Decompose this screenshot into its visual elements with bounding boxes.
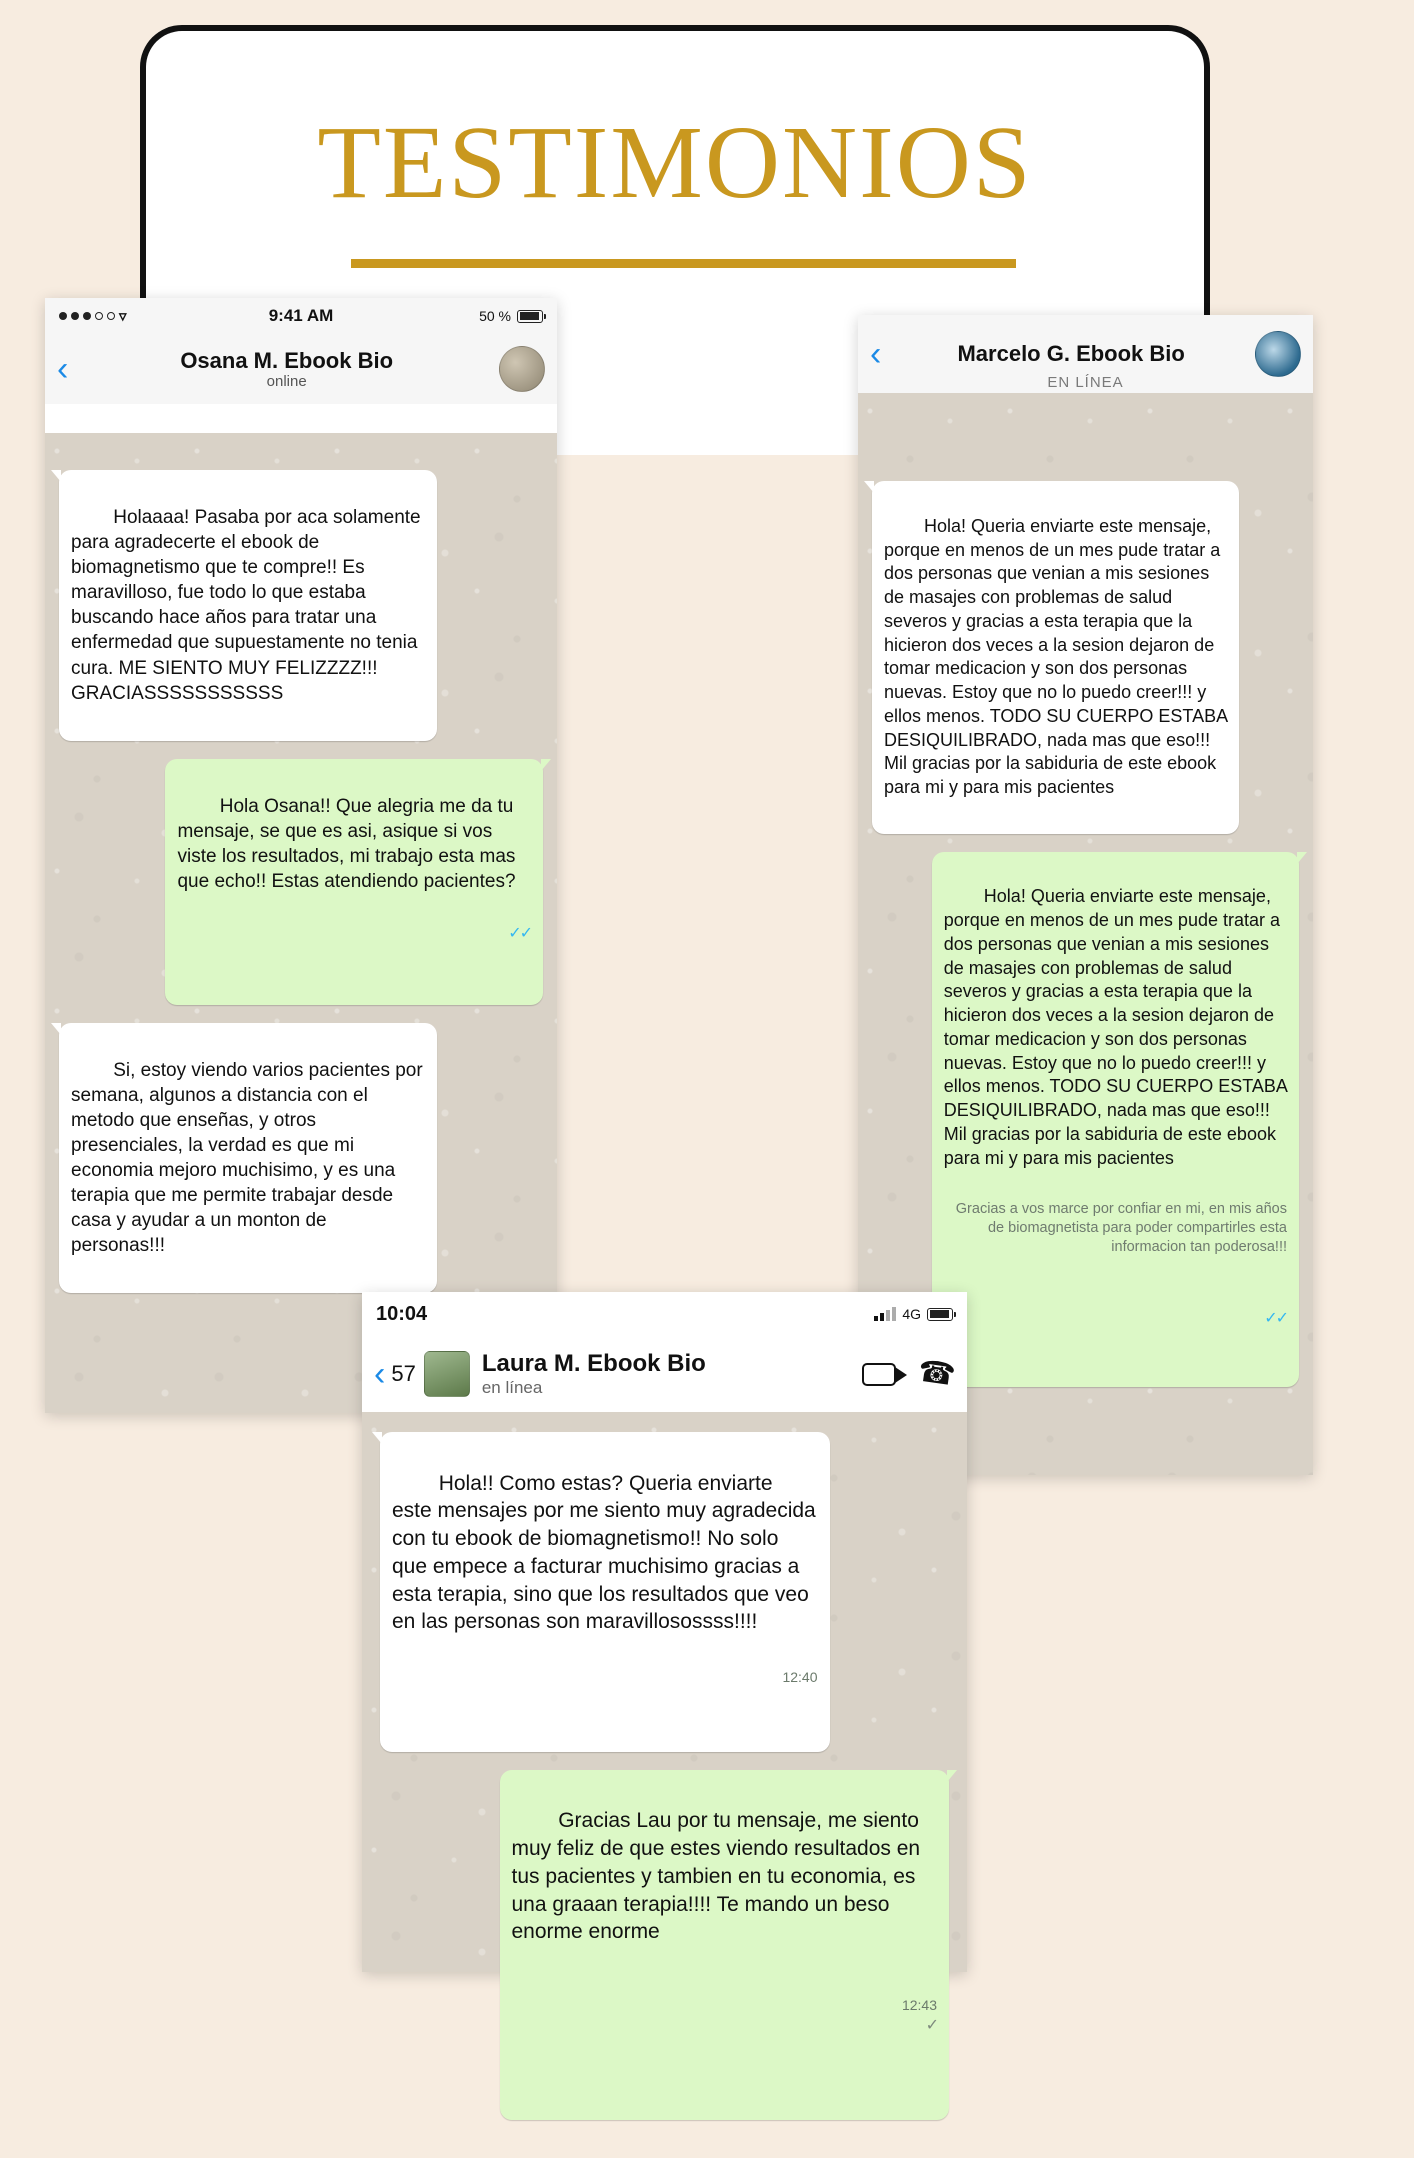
message-time: 12:40: [782, 1668, 818, 1685]
avatar[interactable]: [1255, 331, 1301, 377]
contact-status: EN LÍNEA: [1047, 374, 1124, 391]
message-text: Hola!! Como estas? Queria enviarte este mensajes por me siento muy agradecida con tu ebook de biomagnetismo!! No solo que empece a facturar muchisimo gracias a esta terapia, sino que los resultados que veo en las personas son maravillosossss!!!!: [392, 1471, 822, 1634]
message-text: Hola Osana!! Que alegria me da tu mensaje, se que es asi, asique si vos viste los resultados, mi trabajo esta mas que echo!! Estas atendiendo pacientes?: [177, 795, 521, 893]
chat-screenshot-laura: [362, 1292, 967, 2034]
message-bubble: [500, 1770, 950, 2120]
status-bar: [362, 1292, 967, 1336]
chat-header: [45, 334, 557, 404]
avatar[interactable]: [499, 346, 545, 392]
message-bubble: [932, 852, 1299, 1387]
chat-header: [858, 315, 1313, 393]
message-bubble: [165, 759, 543, 1005]
contact-status: en línea: [481, 1377, 543, 1397]
message-bubble: [59, 470, 437, 741]
chat-screenshot-osana: [45, 298, 557, 1413]
read-receipt-icon: ✓✓: [508, 925, 531, 943]
wifi-icon: ▿: [119, 308, 127, 325]
read-receipt-icon: ✓: [925, 2016, 937, 2034]
message-bubble: [380, 1432, 830, 1752]
page-title: TESTIMONIOS: [317, 105, 1033, 220]
message-text: Holaaaa! Pasaba por aca solamente para agradecerte el ebook de biomagnetismo que te compre!! Es maravilloso, fue todo lo que estaba buscando hace años para tratar una enfermedad que supuestamente no tenia cura. ME SIENTO MUY FELIZZZZ!!! GRACIASSSSSSSSSSS: [71, 507, 426, 704]
contact-name[interactable]: Osana M. Ebook Bio: [180, 347, 394, 373]
battery-icon: [927, 1308, 953, 1321]
back-chevron-icon[interactable]: ‹: [374, 1355, 386, 1393]
message-list: [45, 404, 557, 1321]
status-time: 9:41 AM: [268, 306, 334, 325]
back-chevron-icon[interactable]: ‹: [57, 350, 69, 388]
signal-bars-icon: [874, 1307, 896, 1321]
message-note: Gracias a vos marce por confiar en mi, en mis años de biomagnetista para poder compartirles esta informacion tan poderosa!!!: [955, 1201, 1292, 1255]
message-bubble: [872, 481, 1239, 834]
status-time: 10:04: [376, 1302, 428, 1325]
message-text: Si, estoy viendo varios pacientes por semana, algunos a distancia con el metodo que enseñas, y otros presenciales, la verdad es que mi economia mejoro muchisimo, y es una terapia que me permite trabajar desde casa y ayudar a un monton de personas!!!: [71, 1059, 428, 1257]
chat-header: [362, 1336, 967, 1412]
message-text: Gracias Lau por tu mensaje, me siento muy feliz de que estes viendo resultados en tus pacientes y tambien en tu economia, es una graaan terapia!!!! Te mando un beso enorme enorme: [511, 1809, 926, 1944]
message-list: [858, 393, 1313, 1415]
message-text: Hola! Queria enviarte este mensaje, porque en menos de un mes pude tratar a dos personas que venian a mis sesiones de masajes con problemas de salud severos y gracias a esta terapia que la hicieron dos veces a la sesion dejaron de tomar medicacion y son dos personas nuevas. Estoy que no lo puedo creer!!! y ellos menos. TODO SU CUERPO ESTABA DESIQUILIBRADO, nada mas que eso!!! Mil gracias por la sabiduria de este ebook para mi y para mis pacientes: [943, 886, 1292, 1168]
voice-call-icon[interactable]: ☎: [915, 1354, 958, 1393]
message-text: Hola! Queria enviarte este mensaje, porque en menos de un mes pude tratar a dos personas que venian a mis sesiones de masajes con problemas de salud severos y gracias a esta terapia que la hicieron dos veces a la sesion dejaron de tomar medicacion y son dos personas nuevas. Estoy que no lo puedo creer!!! y ellos menos. TODO SU CUERPO ESTABA DESIQUILIBRADO, nada mas que eso!!! Mil gracias por la sabiduria de este ebook para mi y para mis pacientes: [884, 515, 1233, 797]
title-underline: [351, 259, 1016, 268]
read-receipt-icon: ✓✓: [1264, 1310, 1287, 1328]
battery-percent: 50 %: [479, 308, 511, 324]
contact-status: online: [266, 373, 307, 391]
status-bar: [45, 298, 557, 334]
contact-name[interactable]: Marcelo G. Ebook Bio: [957, 341, 1185, 367]
network-type: 4G: [902, 1306, 921, 1322]
unread-badge: 57: [391, 1361, 416, 1386]
message-list: [362, 1412, 967, 2158]
message-bubble: [59, 1023, 437, 1294]
back-chevron-icon[interactable]: ‹: [870, 335, 882, 373]
avatar[interactable]: [424, 1351, 470, 1397]
contact-name[interactable]: Laura M. Ebook Bio: [481, 1350, 706, 1378]
message-time: 12:43: [901, 1997, 937, 2014]
battery-icon: [517, 310, 543, 323]
video-call-icon[interactable]: [862, 1363, 896, 1386]
